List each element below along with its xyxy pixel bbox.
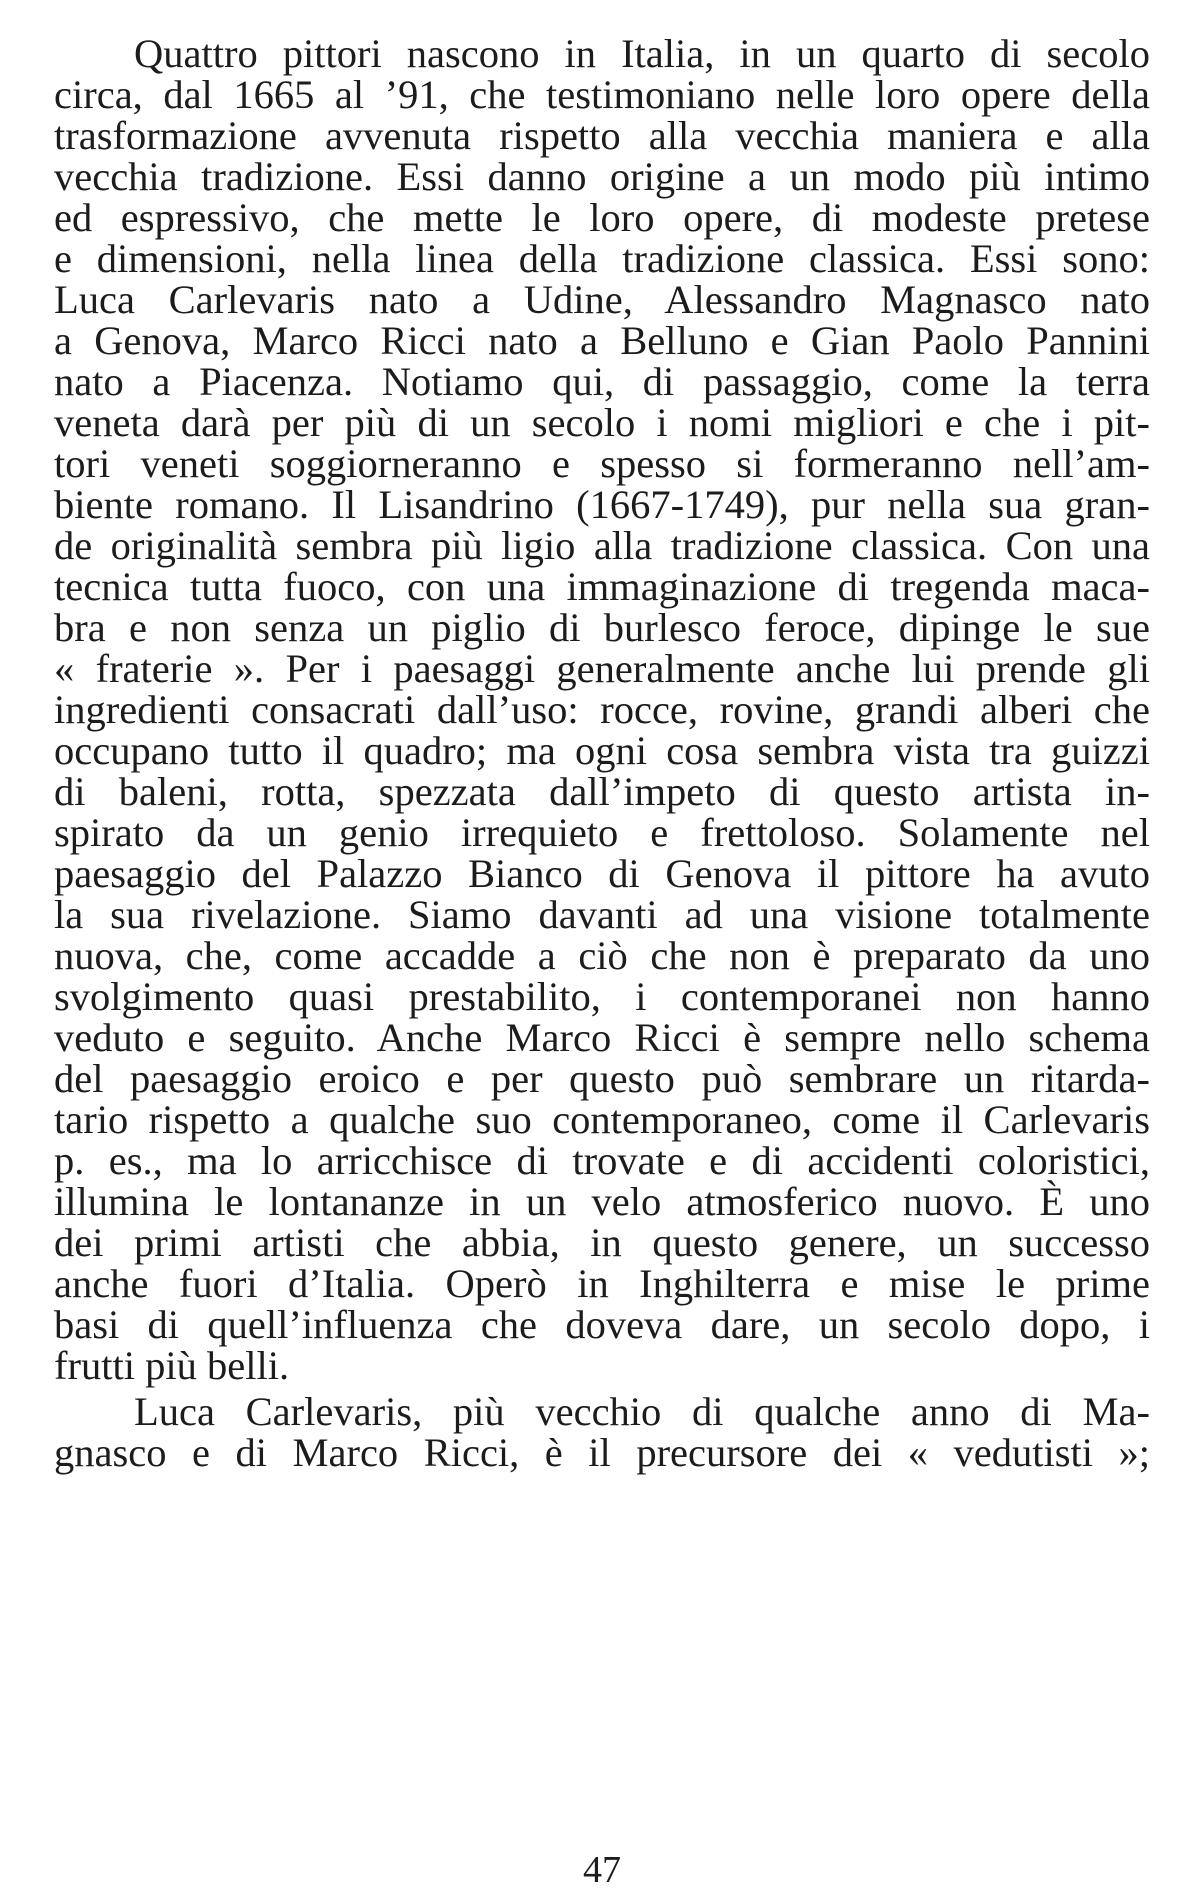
text-line: nuova, che, come accadde a ciò che non è preparato da uno <box>54 933 1150 978</box>
text-line: Luca Carlevaris nato a Udine, Alessandro Magnasco nato <box>54 277 1150 322</box>
text-line: svolgimento quasi prestabilito, i contemporanei non hanno <box>54 974 1150 1019</box>
text-line: gnasco e di Marco Ricci, è il precursore dei « vedutisti »; <box>54 1430 1150 1475</box>
text-line: vecchia tradizione. Essi danno origine a un modo più intimo <box>54 154 1150 199</box>
text-line: nato a Piacenza. Notiamo qui, di passaggio, come la terra <box>54 359 1150 404</box>
text-line: veduto e seguito. Anche Marco Ricci è sempre nello schema <box>54 1015 1150 1060</box>
text-line: circa, dal 1665 al ’91, che testimoniano nelle loro opere della <box>54 72 1150 117</box>
text-line: Quattro pittori nascono in Italia, in un quarto di secolo <box>134 31 1150 76</box>
text-line: tecnica tutta fuoco, con una immaginazione di tregenda maca- <box>54 564 1150 609</box>
text-line: biente romano. Il Lisandrino (1667-1749), pur nella sua gran- <box>54 482 1150 527</box>
text-line: anche fuori d’Italia. Operò in Inghilterra e mise le prime <box>54 1261 1150 1306</box>
text-line: tario rispetto a qualche suo contemporaneo, come il Carlevaris <box>54 1097 1150 1142</box>
text-line: ingredienti consacrati dall’uso: rocce, rovine, grandi alberi che <box>54 687 1150 732</box>
text-line: veneta darà per più di un secolo i nomi migliori e che i pit- <box>54 400 1150 445</box>
text-line: spirato da un genio irrequieto e frettoloso. Solamente nel <box>54 810 1150 855</box>
text-line: la sua rivelazione. Siamo davanti ad una visione totalmente <box>54 892 1150 937</box>
text-line: e dimensioni, nella linea della tradizione classica. Essi sono: <box>54 236 1150 281</box>
text-line: occupano tutto il quadro; ma ogni cosa sembra vista tra guizzi <box>54 728 1150 773</box>
text-line: ed espressivo, che mette le loro opere, di modeste pretese <box>54 195 1150 240</box>
text-line: di baleni, rotta, spezzata dall’impeto di questo artista in- <box>54 769 1150 814</box>
text-line: Luca Carlevaris, più vecchio di qualche anno di Ma- <box>134 1389 1150 1434</box>
text-line: trasformazione avvenuta rispetto alla vecchia maniera e alla <box>54 113 1150 158</box>
text-line: tori veneti soggiorneranno e spesso si formeranno nell’am- <box>54 441 1150 486</box>
text-line: paesaggio del Palazzo Bianco di Genova il pittore ha avuto <box>54 851 1150 896</box>
text-line: dei primi artisti che abbia, in questo genere, un successo <box>54 1220 1150 1265</box>
text-line: basi di quell’influenza che doveva dare, un secolo dopo, i <box>54 1302 1150 1347</box>
text-line: bra e non senza un piglio di burlesco feroce, dipinge le sue <box>54 605 1150 650</box>
text-line: de originalità sembra più ligio alla tradizione classica. Con una <box>54 523 1150 568</box>
text-line: a Genova, Marco Ricci nato a Belluno e Gian Paolo Pannini <box>54 318 1150 363</box>
text-line: illumina le lontananze in un velo atmosferico nuovo. È uno <box>54 1179 1150 1224</box>
text-line: del paesaggio eroico e per questo può sembrare un ritarda- <box>54 1056 1150 1101</box>
page-number: 47 <box>583 1849 621 1891</box>
text-line: frutti più belli. <box>54 1343 290 1388</box>
text-line: p. es., ma lo arricchisce di trovate e di accidenti coloristici, <box>54 1138 1150 1183</box>
text-line: « fraterie ». Per i paesaggi generalmente anche lui prende gli <box>54 646 1150 691</box>
